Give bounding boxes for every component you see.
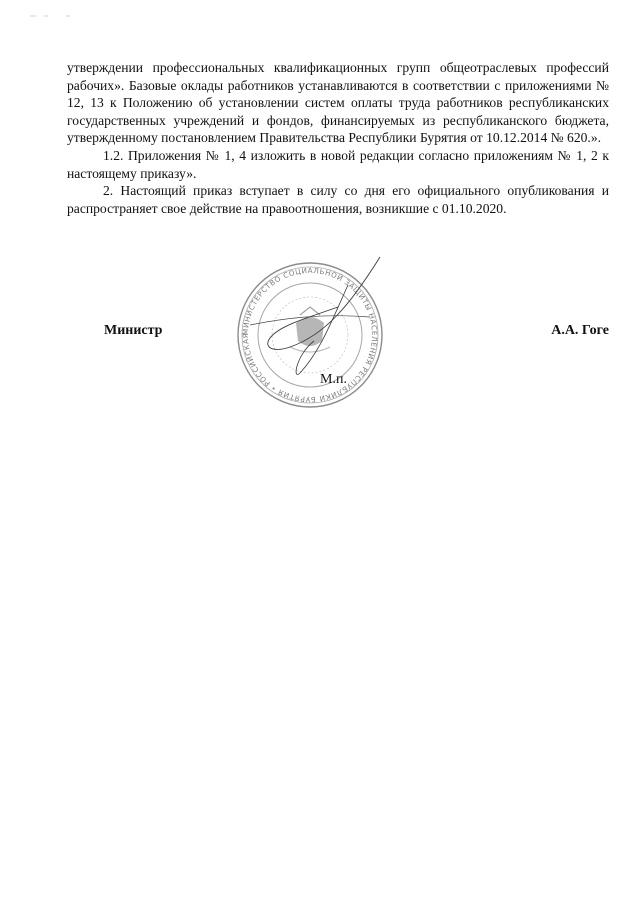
body-text xyxy=(67,59,609,217)
scan-artifact xyxy=(30,12,74,20)
paragraph-item-2: 2. Настоящий приказ вступает в силу со дня его официального опубликования и распространяет свое действие на правоотношения, возникшие с 01.10.2020. xyxy=(67,183,609,216)
signatory-name: А.А. Гоге xyxy=(551,323,609,338)
paragraph-continuation: утверждении профессиональных квалификационных групп общеотраслевых профессий рабочих». Базовые оклады работников устанавливаются в соответствии с приложениями № 12, 13 к Положению об установлении систем оплаты труда работников республиканских государственных учреждений и фондов, финансируемых из республиканского бюджета, утвержденному постановлением Правительства Республики Бурятия от 10.12.2014 № 620.». xyxy=(67,60,609,146)
signature-row xyxy=(104,323,609,343)
seal-ring-text: МИНИСТЕРСТВО СОЦИАЛЬНОЙ ЗАЩИТЫ НАСЕЛЕНИЯ РЕСПУБЛИКИ БУРЯТИЯ • РОССИЙСКАЯ xyxy=(240,265,380,405)
paragraph-item-1-2: 1.2. Приложения № 1, 4 изложить в новой редакции согласно приложениям № 1, 2 к настоящему приказу». xyxy=(67,147,609,181)
signatory-title: Министр xyxy=(104,323,163,338)
stamp-place-label: М.п. xyxy=(320,372,347,387)
